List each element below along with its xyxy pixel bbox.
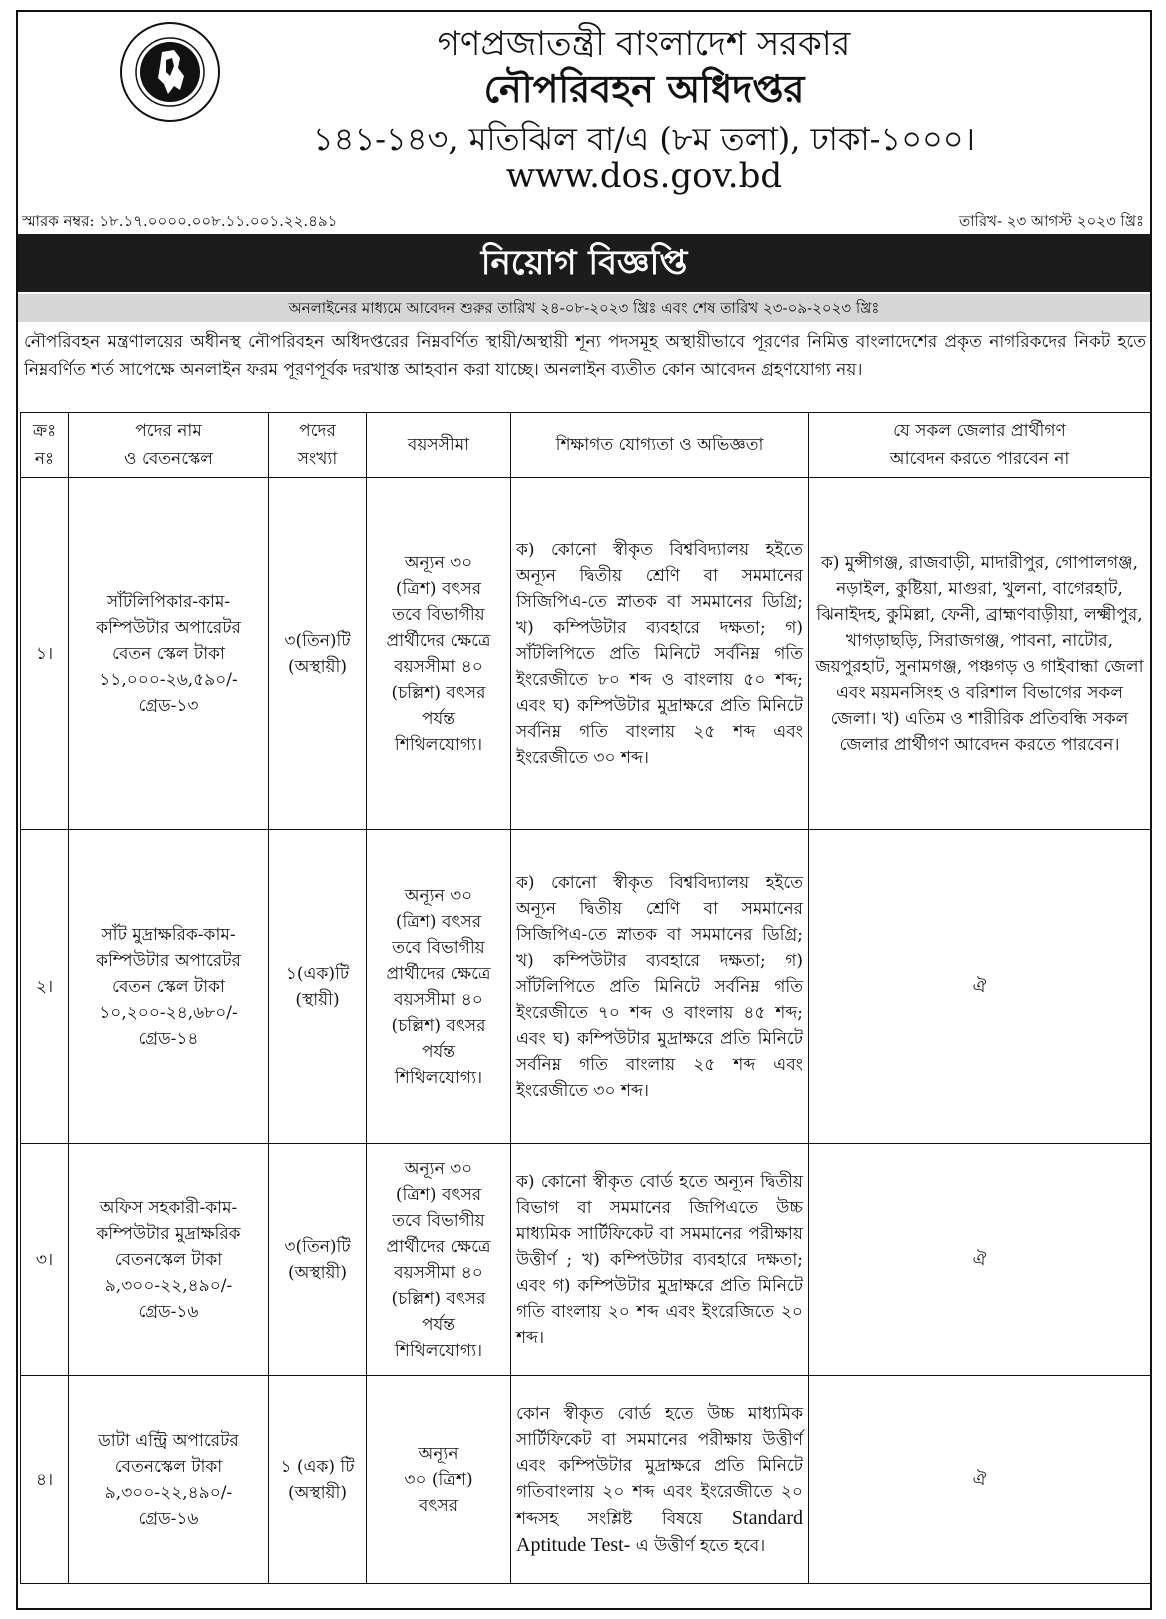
website-link[interactable]: www.dos.gov.bd bbox=[505, 156, 783, 196]
memo-number: স্মারক নম্বর: ১৮.১৭.০০০০.০০৮.১১.০০১.২২.৪৯১ bbox=[22, 212, 338, 230]
col-count: পদের সংখ্যা bbox=[269, 413, 367, 478]
row-count: ১(এক)টি (স্থায়ী) bbox=[269, 830, 367, 1144]
row-qualification: ক) কোনো স্বীকৃত বোর্ড হতে অন্যূন দ্বিতীয় বিভাগ বা সমমানের জিপিএতে উচ্চ মাধ্যমিক সার্টিফিকেট বা সমমানের পরীক্ষায় উত্তীর্ণ ; খ) কম্পিউটার ব্যবহারে দক্ষতা; এবং গ) কম্পিউটার মুদ্রাক্ষরে প্রতি মিনিটে গতি বাংলায় ২০ শব্দ এবং ইংরেজিতে ২০ শব্দ। bbox=[511, 1144, 809, 1376]
col-districts: যে সকল জেলার প্রার্থীগণ আবেদন করতে পারবেন না bbox=[809, 413, 1151, 478]
department-name: নৌপরিবহন অধিদপ্তর bbox=[483, 66, 805, 111]
office-address: ১৪১-১৪৩, মতিঝিল বা/এ (৮ম তলা), ঢাকা-১০০০। bbox=[312, 120, 976, 158]
job-circular-page bbox=[16, 10, 1152, 1610]
col-serial: ক্রঃ নঃ bbox=[21, 413, 69, 478]
notice-date: তারিখ- ২৩ আগস্ট ২০২৩ খ্রিঃ bbox=[958, 212, 1144, 230]
table-row bbox=[21, 1144, 1151, 1376]
row-count: ৩(তিন)টি (অস্থায়ী) bbox=[269, 1144, 367, 1376]
table-row bbox=[21, 1376, 1151, 1584]
row-post: সাঁট মুদ্রাক্ষরিক-কাম- কম্পিউটার অপারেটর বেতন স্কেল টাকা ১০,২০০-২৪,৬৮০/- গ্রেড-১৪ bbox=[69, 830, 269, 1144]
col-qualification: শিক্ষাগত যোগ্যতা ও অভিজ্ঞতা bbox=[511, 413, 809, 478]
letterhead bbox=[18, 12, 1150, 194]
row-serial: ৩। bbox=[21, 1144, 69, 1376]
row-districts: ঐ bbox=[809, 1376, 1151, 1584]
row-qualification: কোন স্বীকৃত বোর্ড হতে উচ্চ মাধ্যমিক সার্টিফিকেট বা সমমানের পরীক্ষায় উত্তীর্ণ এবং কম্পিউটার মুদ্রাক্ষরে প্রতি মিনিটে গতিবাংলায় ২০ শব্দ এবং ইংরেজীতে ২০ শব্দসহ সংশ্লিষ্ট বিষয়ে Standard Aptitude Test- এ উত্তীর্ণ হতে হবে। bbox=[511, 1376, 809, 1584]
notice-title: নিয়োগ বিজ্ঞপ্তি bbox=[18, 234, 1150, 292]
table-row bbox=[21, 830, 1151, 1144]
row-post: সাঁটলিপিকার-কাম- কম্পিউটার অপারেটর বেতন স্কেল টাকা ১১,০০০-২৬,৫৯০/- গ্রেড-১৩ bbox=[69, 478, 269, 830]
government-name: গণপ্রজাতন্ত্রী বাংলাদেশ সরকার bbox=[437, 24, 851, 64]
vacancy-table bbox=[20, 412, 1151, 1584]
row-count: ১ (এক) টি (অস্থায়ী) bbox=[269, 1376, 367, 1584]
row-serial: ২। bbox=[21, 830, 69, 1144]
row-post: অফিস সহকারী-কাম- কম্পিউটার মুদ্রাক্ষরিক বেতনস্কেল টাকা ৯,৩০০-২২,৪৯০/- গ্রেড-১৬ bbox=[69, 1144, 269, 1376]
row-districts: ক) মুন্সীগঞ্জ, রাজবাড়ী, মাদারীপুর, গোপালগঞ্জ, নড়াইল, কুষ্টিয়া, মাগুরা, খুলনা, বাগেরহাট, ঝিনাইদহ, কুমিল্লা, ফেনী, ব্রাহ্মণবাড়ীয়া, লক্ষ্মীপুর, খাগড়াছড়ি, সিরাজগঞ্জ, পাবনা, নাটোর, জয়পুরহাট, সুনামগঞ্জ, পঞ্চগড় ও গাইবান্ধা জেলা এবং ময়মনসিংহ ও বরিশাল বিভাগের সকল জেলা। খ) এতিম ও শারীরিক প্রতিবন্ধি সকল জেলার প্রার্থীগণ আবেদন করতে পারবেন। bbox=[809, 478, 1151, 830]
col-post: পদের নাম ও বেতনস্কেল bbox=[69, 413, 269, 478]
row-age: অন্যূন ৩০ (ত্রিশ) বৎসর bbox=[367, 1376, 511, 1584]
row-count: ৩(তিন)টি (অস্থায়ী) bbox=[269, 478, 367, 830]
col-age: বয়সসীমা bbox=[367, 413, 511, 478]
aptitude-test-label: Standard Aptitude Test- bbox=[516, 1506, 803, 1556]
table-row bbox=[21, 478, 1151, 830]
row-age: অন্যূন ৩০ (ত্রিশ) বৎসর তবে বিভাগীয় প্রার্থীদের ক্ষেত্রে বয়সসীমা ৪০ (চল্লিশ) বৎসর পর্যন্ত শিথিলযোগ্য। bbox=[367, 478, 511, 830]
row-qualification: ক) কোনো স্বীকৃত বিশ্ববিদ্যালয় হইতে অন্যূন দ্বিতীয় শ্রেণি বা সমমানের সিজিপিএ-তে স্নাতক বা সমমানের ডিগ্রি; খ) কম্পিউটার ব্যবহারে দক্ষতা; গ) সাঁটলিপিতে প্রতি মিনিটে সর্বনিম্ন গতি ইংরেজীতে ৮০ শব্দ ও বাংলায় ৫০ শব্দ; এবং ঘ) কম্পিউটার মুদ্রাক্ষরে প্রতি মিনিটে সর্বনিম্ন গতি বাংলায় ২৫ শব্দ এবং ইংরেজীতে ৩০ শব্দ। bbox=[511, 478, 809, 830]
row-serial: ৪। bbox=[21, 1376, 69, 1584]
row-districts: ঐ bbox=[809, 1144, 1151, 1376]
row-age: অন্যূন ৩০ (ত্রিশ) বৎসর তবে বিভাগীয় প্রার্থীদের ক্ষেত্রে বয়সসীমা ৪০ (চল্লিশ) বৎসর পর্যন্ত শিথিলযোগ্য। bbox=[367, 1144, 511, 1376]
intro-paragraph: নৌপরিবহন মন্ত্রণালয়ের অধীনস্থ নৌপরিবহন অধিদপ্তরের নিম্নবর্ণিত স্থায়ী/অস্থায়ী শূন্য পদসমূহ অস্থায়ীভাবে পূরণের নিমিত্ত বাংলাদেশের প্রকৃত নাগরিকদের নিকট হতে নিম্নবর্ণিত শর্ত সাপেক্ষে অনলাইন ফরম পূরণপূর্বক দরখাস্ত আহবান করা যাচ্ছে। অনলাইন ব্যতীত কোন আবেদন গ্রহণযোগ্য নয়। bbox=[24, 332, 1146, 380]
row-post: ডাটা এন্ট্রি অপারেটর বেতনস্কেল টাকা ৯,৩০০-২২,৪৯০/- গ্রেড-১৬ bbox=[69, 1376, 269, 1584]
row-age: অন্যূন ৩০ (ত্রিশ) বৎসর তবে বিভাগীয় প্রার্থীদের ক্ষেত্রে বয়সসীমা ৪০ (চল্লিশ) বৎসর পর্যন্ত শিথিলযোগ্য। bbox=[367, 830, 511, 1144]
row-districts: ঐ bbox=[809, 830, 1151, 1144]
table-header-row bbox=[21, 413, 1151, 478]
row-qualification: ক) কোনো স্বীকৃত বিশ্ববিদ্যালয় হইতে অন্যূন দ্বিতীয় শ্রেণি বা সমমানের সিজিপিএ-তে স্নাতক বা সমমানের ডিগ্রি; খ) কম্পিউটার ব্যবহারে দক্ষতা; গ) সাঁটলিপিতে প্রতি মিনিটে সর্বনিম্ন গতি ইংরেজীতে ৭০ শব্দ ও বাংলায় ৪৫ শব্দ; এবং ঘ) কম্পিউটার মুদ্রাক্ষরে প্রতি মিনিটে সর্বনিম্ন গতি বাংলায় ২৫ শব্দ এবং ইংরেজীতে ৩০ শব্দ। bbox=[511, 830, 809, 1144]
application-deadline: অনলাইনের মাধ্যমে আবেদন শুরুর তারিখ ২৪-০৮-২০২৩ খ্রিঃ এবং শেষ তারিখ ২৩-০৯-২০২৩ খ্রিঃ bbox=[18, 294, 1150, 322]
row-serial: ১। bbox=[21, 478, 69, 830]
